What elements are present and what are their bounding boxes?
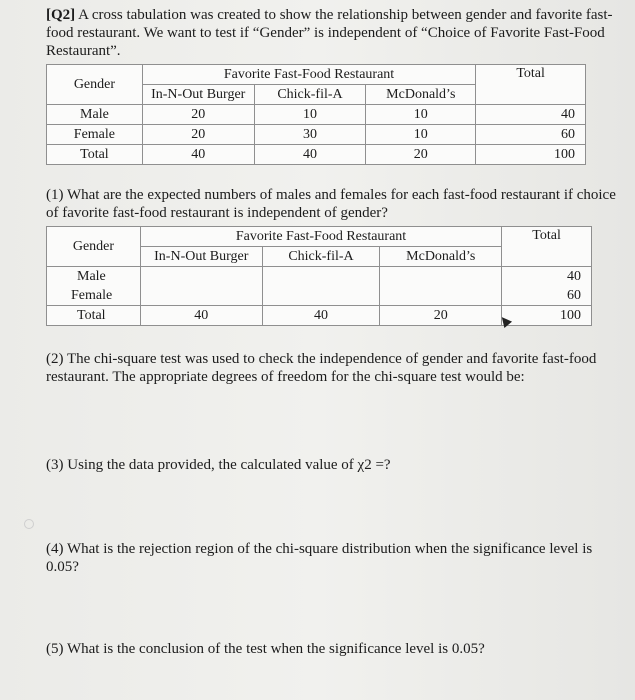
col-header-chick-fil-a: Chick-fil-A	[254, 85, 366, 105]
expected-total-chick-fil-a: 40	[262, 306, 380, 326]
expected-col-header-chick-fil-a: Chick-fil-A	[262, 247, 380, 267]
total-header: Total	[476, 65, 586, 105]
expected-row-label-total: Total	[47, 306, 141, 326]
question-5: (5) What is the conclusion of the test when the significance level is 0.05?	[46, 641, 485, 657]
expected-grand-total: 100	[502, 306, 592, 326]
expected-gender-header: Gender	[47, 227, 141, 267]
observed-table	[46, 64, 586, 165]
cell-female-chick-fil-a: 30	[254, 125, 366, 145]
expected-total-mcdonalds: 20	[380, 306, 502, 326]
cell-female-mcdonalds: 10	[366, 125, 476, 145]
cell-male-mcdonalds: 10	[366, 105, 476, 125]
cell-female-total: 60	[476, 125, 586, 145]
question-intro	[46, 6, 621, 60]
col-header-in-n-out: In-N-Out Burger	[142, 85, 254, 105]
cell-male-total: 40	[476, 105, 586, 125]
cell-male-in-n-out: 20	[142, 105, 254, 125]
expected-total-in-n-out: 40	[140, 306, 262, 326]
row-label-male: Male	[47, 105, 143, 125]
cell-total-chick-fil-a: 40	[254, 145, 366, 165]
expected-total-header: Total	[502, 227, 592, 267]
expected-blank-cell-chick-fil-a[interactable]	[262, 267, 380, 306]
question-intro-text: A cross tabulation was created to show the relationship between gender and favorite fast-food restaurant. We want to test if “Gender” is independent of “Choice of Favorite Fast-Food Restaurant”.	[46, 7, 613, 59]
gender-header: Gender	[47, 65, 143, 105]
expected-female-total: 60	[502, 286, 592, 306]
expected-restaurant-group-header: Favorite Fast-Food Restaurant	[140, 227, 501, 247]
faint-mark-icon	[24, 519, 34, 529]
cell-total-mcdonalds: 20	[366, 145, 476, 165]
expected-table	[46, 226, 592, 326]
cell-grand-total: 100	[476, 145, 586, 165]
expected-col-header-mcdonalds: McDonald’s	[380, 247, 502, 267]
restaurant-group-header: Favorite Fast-Food Restaurant	[142, 65, 475, 85]
row-label-total: Total	[47, 145, 143, 165]
expected-male-total: 40	[502, 267, 592, 287]
expected-row-label-male: Male	[47, 267, 141, 287]
col-header-mcdonalds: McDonald’s	[366, 85, 476, 105]
expected-blank-cell-mcdonalds[interactable]	[380, 267, 502, 306]
cell-female-in-n-out: 20	[142, 125, 254, 145]
cell-male-chick-fil-a: 10	[254, 105, 366, 125]
row-label-female: Female	[47, 125, 143, 145]
question-label: [Q2]	[46, 7, 76, 23]
question-2: (2) The chi-square test was used to check the independence of gender and favorite fast-food restaurant. The appropriate degrees of freedom for the chi-square test would be:	[46, 351, 597, 385]
question-4: (4) What is the rejection region of the chi-square distribution when the significance level is 0.05?	[46, 541, 593, 575]
expected-row-label-female: Female	[47, 286, 141, 306]
expected-col-header-in-n-out: In-N-Out Burger	[140, 247, 262, 267]
question-1: (1) What are the expected numbers of males and females for each fast-food restaurant if choice of favorite fast-food restaurant is independent of gender?	[46, 187, 616, 221]
question-3: (3) Using the data provided, the calculated value of χ2 =?	[46, 457, 391, 473]
cell-total-in-n-out: 40	[142, 145, 254, 165]
expected-blank-cell-in-n-out[interactable]	[140, 267, 262, 306]
